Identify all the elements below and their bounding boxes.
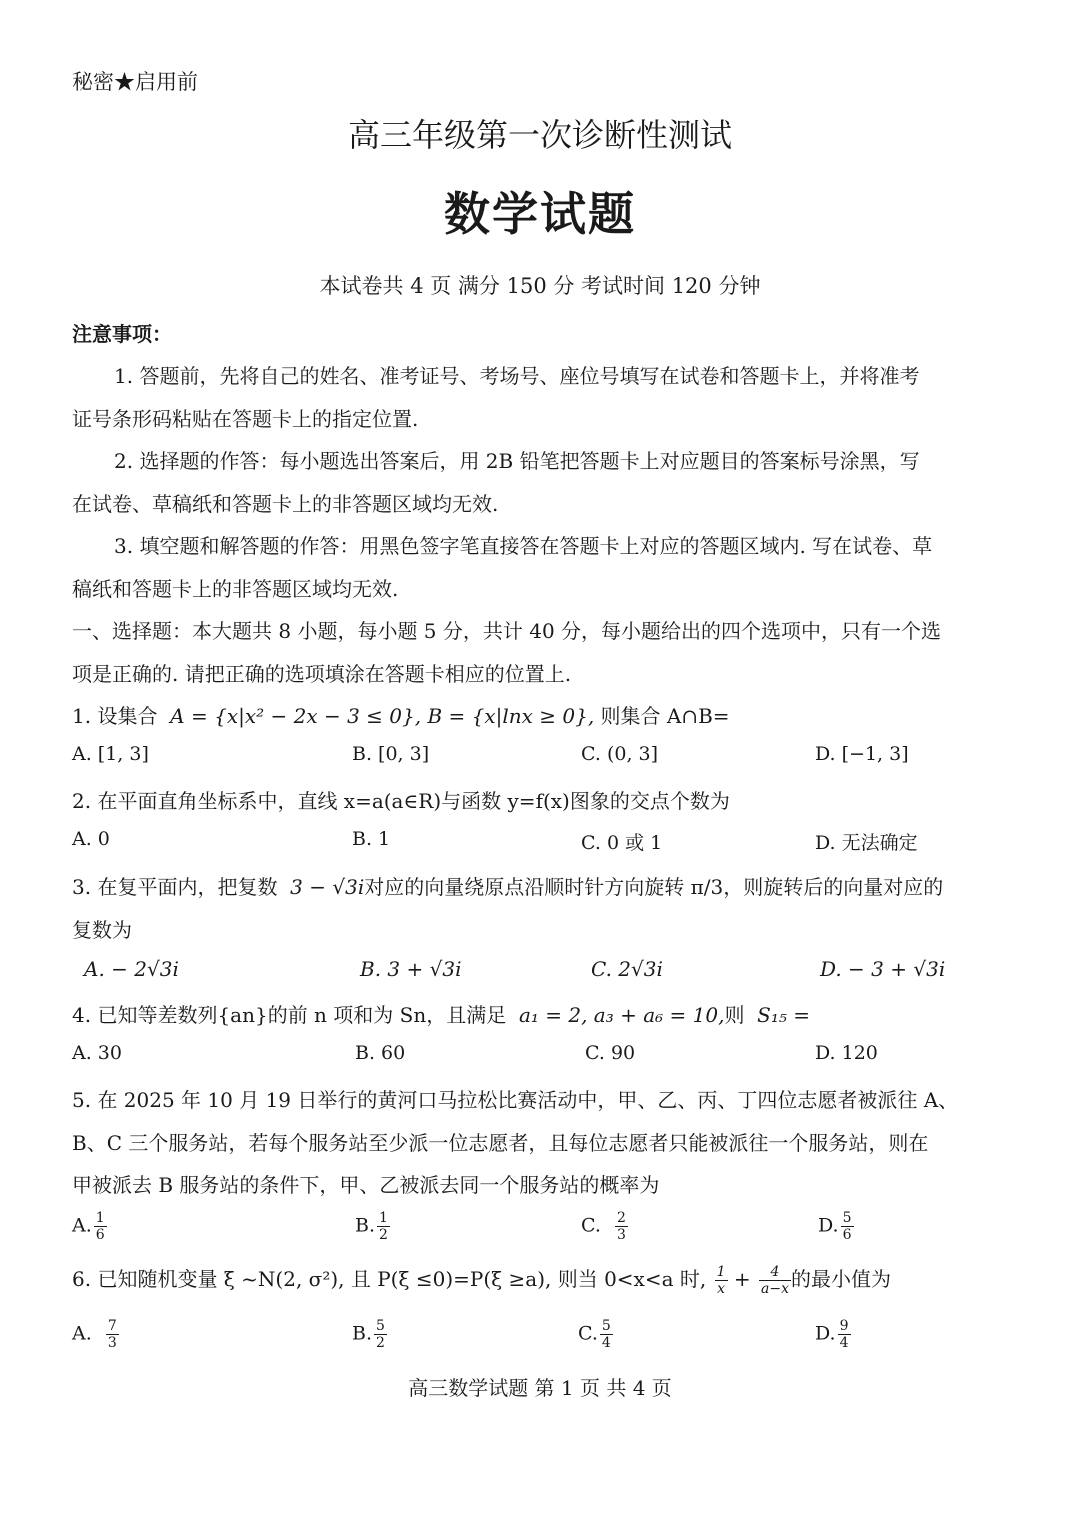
question-5-line-3: 甲被派去 B 服务站的条件下，甲、乙被派去同一个服务站的概率为 <box>72 1173 660 1197</box>
q5-option-a-num: 1 <box>95 1210 105 1226</box>
q6-fraction-1-den: x <box>717 1281 726 1297</box>
q6-option-c <box>578 1318 613 1351</box>
q6-option-b-fraction <box>374 1318 387 1351</box>
question-2: 2. 在平面直角坐标系中，直线 x=a(a∈R)与函数 y=f(x)图象的交点个数为 <box>72 789 730 813</box>
q6-option-d-label: D. <box>815 1322 836 1345</box>
q4-prefix: 4. 已知等差数列{an}的前 n 项和为 Sn，且满足 <box>72 1003 507 1027</box>
q5-option-b <box>355 1210 390 1243</box>
q4-option-d: D. 120 <box>815 1042 878 1064</box>
q6-option-d-num: 9 <box>839 1318 849 1334</box>
q6-fraction-2-den: a−x <box>761 1281 789 1297</box>
q6-option-b-den: 2 <box>376 1335 385 1351</box>
q6-fraction-1 <box>715 1264 728 1297</box>
q1-math: A = {x|x² − 2x − 3 ≤ 0}, B = {x|lnx ≥ 0}, <box>170 704 595 728</box>
q3-option-d: D. − 3 + √3i <box>820 957 946 981</box>
q4-option-b: B. 60 <box>355 1042 406 1064</box>
q1-option-c: C. (0, 3] <box>581 743 659 765</box>
q5-option-c-num: 2 <box>617 1210 626 1226</box>
section-1-line-1: 一、选择题：本大题共 8 小题，每小题 5 分，共计 40 分，每小题给出的四个选项中，只有一个选 <box>72 619 942 643</box>
q6-option-a-label: A. <box>72 1322 92 1345</box>
q6-option-a-num: 7 <box>107 1318 117 1334</box>
secret-label: 秘密★启用前 <box>72 70 198 94</box>
q3-option-c: C. 2√3i <box>591 957 663 981</box>
q1-option-b: B. [0, 3] <box>352 743 430 765</box>
q1-option-a: A. [1, 3] <box>72 743 149 765</box>
q5-option-b-fraction <box>377 1210 390 1243</box>
q5-option-c <box>581 1210 628 1243</box>
question-6 <box>72 1263 891 1297</box>
q5-option-a <box>72 1210 107 1243</box>
q6-suffix: 的最小值为 <box>791 1267 891 1291</box>
q3-suffix: 对应的向量绕原点沿顺时针方向旋转 π/3，则旋转后的向量对应的 <box>364 875 944 899</box>
notice-item-2-line-1: 2. 选择题的作答：每小题选出答案后，用 2B 铅笔把答题卡上对应题目的答案标号涂黑，写 <box>114 449 920 473</box>
q5-option-d-den: 6 <box>842 1227 852 1243</box>
q5-option-c-fraction <box>615 1210 628 1243</box>
q5-option-a-label: A. <box>72 1214 92 1237</box>
q6-plus: + <box>733 1267 751 1291</box>
q4-mid: 则 <box>724 1003 745 1027</box>
q2-option-b: B. 1 <box>352 828 391 850</box>
q6-option-d-fraction <box>838 1318 851 1351</box>
notice-item-3-line-2: 稿纸和答题卡上的非答题区域均无效. <box>72 577 399 601</box>
q5-option-c-den: 3 <box>617 1227 626 1243</box>
page-footer: 高三数学试题 第 1 页 共 4 页 <box>408 1376 672 1400</box>
q5-option-c-label: C. <box>581 1214 601 1237</box>
q5-option-b-num: 1 <box>379 1210 388 1226</box>
q3-math: 3 − √3i <box>290 875 365 899</box>
section-1-line-2: 项是正确的. 请把正确的选项填涂在答题卡相应的位置上. <box>72 662 572 686</box>
notice-item-1-line-2: 证号条形码粘贴在答题卡上的指定位置. <box>72 407 419 431</box>
notice-title: 注意事项： <box>72 322 172 346</box>
q5-option-d-num: 5 <box>842 1210 852 1226</box>
q4-math: a₁ = 2, a₃ + a₆ = 10, <box>518 1003 725 1027</box>
question-3-line-2: 复数为 <box>72 918 132 942</box>
q1-suffix: 则集合 A∩B= <box>600 704 730 728</box>
exam-info: 本试卷共 4 页 满分 150 分 考试时间 120 分钟 <box>319 274 761 298</box>
exam-title: 数学试题 <box>444 187 636 241</box>
question-5-line-1: 5. 在 2025 年 10 月 19 日举行的黄河口马拉松比赛活动中，甲、乙、丙、丁四位志愿者被派往 A、 <box>72 1088 959 1112</box>
q2-option-a: A. 0 <box>72 828 110 850</box>
question-1 <box>72 700 730 729</box>
q5-option-b-label: B. <box>355 1214 376 1237</box>
q6-option-c-num: 5 <box>601 1318 611 1334</box>
q4-option-a: A. 30 <box>72 1042 122 1064</box>
q2-option-d: D. 无法确定 <box>815 832 918 854</box>
q6-option-c-label: C. <box>578 1322 598 1345</box>
q5-option-a-fraction <box>94 1210 107 1243</box>
notice-item-1-line-1: 1. 答题前，先将自己的姓名、准考证号、考场号、座位号填写在试卷和答题卡上，并将准考 <box>114 364 920 388</box>
q6-fraction-2 <box>759 1264 791 1297</box>
q6-option-a <box>72 1318 119 1351</box>
q6-option-b <box>352 1318 387 1351</box>
q5-option-b-den: 2 <box>379 1227 388 1243</box>
q5-option-d-label: D. <box>818 1214 839 1237</box>
notice-item-3-line-1: 3. 填空题和解答题的作答：用黑色签字笔直接答在答题卡上对应的答题区域内. 写在试卷、草 <box>114 534 933 558</box>
q6-fraction-2-num: 4 <box>759 1264 791 1281</box>
q6-option-c-fraction <box>600 1318 613 1351</box>
q1-option-d: D. [−1, 3] <box>815 743 909 765</box>
q6-option-b-num: 5 <box>376 1318 385 1334</box>
q6-option-d-den: 4 <box>839 1335 849 1351</box>
q6-prefix: 6. 已知随机变量 ξ ~N(2, σ²), 且 P(ξ ≤0)=P(ξ ≥a), 则当 0<x<a 时, <box>72 1267 707 1291</box>
question-3 <box>72 871 943 900</box>
q5-option-d <box>818 1210 854 1243</box>
q4-option-c: C. 90 <box>585 1042 636 1064</box>
q6-option-a-den: 3 <box>107 1335 117 1351</box>
q3-prefix: 3. 在复平面内，把复数 <box>72 875 278 899</box>
q2-option-c: C. 0 或 1 <box>581 832 663 854</box>
q5-option-a-den: 6 <box>95 1227 105 1243</box>
notice-item-2-line-2: 在试卷、草稿纸和答题卡上的非答题区域均无效. <box>72 492 499 516</box>
q6-fraction-1-num: 1 <box>716 1264 726 1280</box>
exam-subtitle: 高三年级第一次诊断性测试 <box>347 116 732 154</box>
q4-math-2: S₁₅ = <box>757 1003 811 1027</box>
question-5-line-2: B、C 三个服务站，若每个服务站至少派一位志愿者，且每位志愿者只能被派往一个服务站，则在 <box>72 1131 929 1155</box>
q5-option-d-fraction <box>841 1210 854 1243</box>
question-4 <box>72 999 810 1028</box>
q3-option-a: A. − 2√3i <box>84 957 179 981</box>
q1-prefix: 1. 设集合 <box>72 704 158 728</box>
q6-option-d <box>815 1318 851 1351</box>
q6-option-a-fraction <box>106 1318 119 1351</box>
q3-option-b: B. 3 + √3i <box>360 957 462 981</box>
q6-option-b-label: B. <box>352 1322 373 1345</box>
q6-option-c-den: 4 <box>601 1335 611 1351</box>
